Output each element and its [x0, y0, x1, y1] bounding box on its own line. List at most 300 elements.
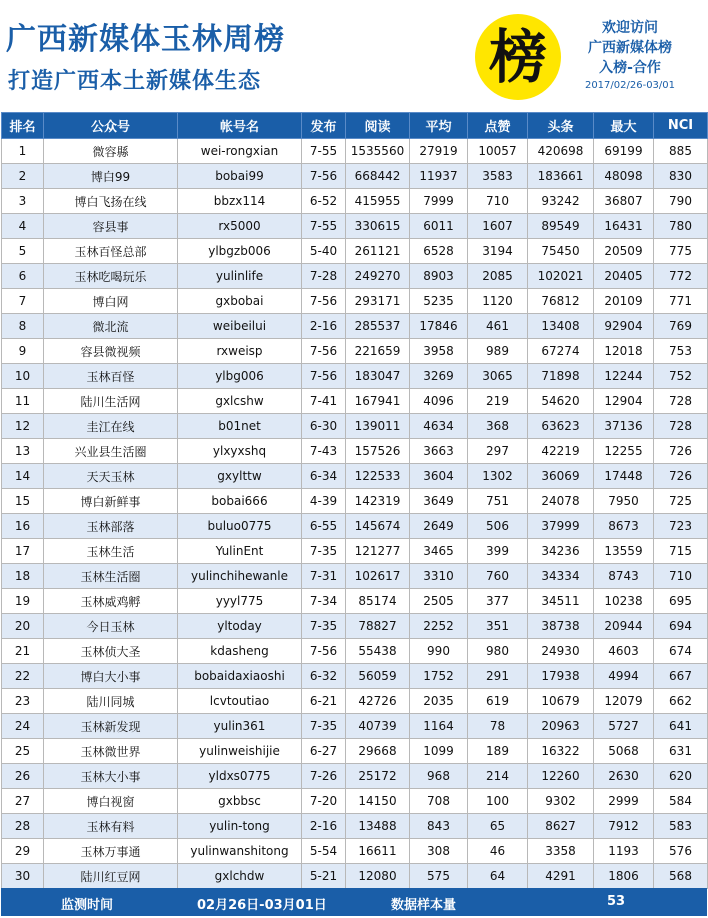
table-cell: 695	[654, 589, 708, 614]
table-cell: 28	[2, 814, 44, 839]
table-cell: 1806	[594, 864, 654, 889]
table-cell: 139011	[346, 414, 410, 439]
page-title: 广西新媒体玉林周榜	[6, 22, 285, 57]
table-cell: 5-40	[302, 239, 346, 264]
table-cell: 7950	[594, 489, 654, 514]
table-cell: 668442	[346, 164, 410, 189]
table-cell: 天天玉林	[44, 464, 178, 489]
table-cell: 6528	[410, 239, 468, 264]
table-row	[2, 339, 708, 364]
table-cell: 297	[468, 439, 528, 464]
table-cell: 3310	[410, 564, 468, 589]
table-cell: 19	[2, 589, 44, 614]
table-cell: 48098	[594, 164, 654, 189]
table-cell: 玉林万事通	[44, 839, 178, 864]
table-cell: 10	[2, 364, 44, 389]
table-cell: 2649	[410, 514, 468, 539]
table-cell: 微容縣	[44, 139, 178, 164]
table-cell: 55438	[346, 639, 410, 664]
table-cell: 3583	[468, 164, 528, 189]
table-cell: yulinweishijie	[178, 739, 302, 764]
table-cell: 20944	[594, 614, 654, 639]
table-row	[2, 439, 708, 464]
table-cell: 34511	[528, 589, 594, 614]
table-cell: 662	[654, 689, 708, 714]
table-cell: ylxyxshq	[178, 439, 302, 464]
table-cell: yulinchihewanle	[178, 564, 302, 589]
table-cell: 玉林部落	[44, 514, 178, 539]
table-cell: gxlcshw	[178, 389, 302, 414]
table-cell: 3065	[468, 364, 528, 389]
table-row	[2, 314, 708, 339]
table-cell: 885	[654, 139, 708, 164]
table-body	[2, 139, 708, 889]
table-cell: 620	[654, 764, 708, 789]
table-cell: 12018	[594, 339, 654, 364]
column-header: 帐号名	[178, 113, 302, 139]
table-cell: 771	[654, 289, 708, 314]
table-cell: 20509	[594, 239, 654, 264]
table-cell: 29	[2, 839, 44, 864]
table-cell: 93242	[528, 189, 594, 214]
table-cell: 12904	[594, 389, 654, 414]
table-cell: 694	[654, 614, 708, 639]
table-cell: 989	[468, 339, 528, 364]
column-header: 公众号	[44, 113, 178, 139]
table-cell: 玉林生活圈	[44, 564, 178, 589]
table-cell: 377	[468, 589, 528, 614]
table-cell: 89549	[528, 214, 594, 239]
table-cell: 189	[468, 739, 528, 764]
table-cell: 27	[2, 789, 44, 814]
table-cell: 219	[468, 389, 528, 414]
table-cell: 27919	[410, 139, 468, 164]
table-cell: 7999	[410, 189, 468, 214]
table-cell: 36069	[528, 464, 594, 489]
table-cell: 玉林百怪	[44, 364, 178, 389]
table-cell: 121277	[346, 539, 410, 564]
table-cell: 18	[2, 564, 44, 589]
table-cell: 100	[468, 789, 528, 814]
table-cell: 753	[654, 339, 708, 364]
table-cell: 67274	[528, 339, 594, 364]
table-cell: 728	[654, 389, 708, 414]
table-cell: 249270	[346, 264, 410, 289]
table-cell: ylbgzb006	[178, 239, 302, 264]
table-cell: 368	[468, 414, 528, 439]
table-cell: 2-16	[302, 814, 346, 839]
table-cell: 22	[2, 664, 44, 689]
date-range: 2017/02/26-03/01	[584, 80, 676, 91]
table-cell: 583	[654, 814, 708, 839]
table-cell: 1535560	[346, 139, 410, 164]
table-cell: 10238	[594, 589, 654, 614]
table-cell: 圭江在线	[44, 414, 178, 439]
table-cell: 674	[654, 639, 708, 664]
table-row	[2, 489, 708, 514]
welcome-text: 欢迎访问	[602, 20, 658, 36]
table-cell: bobai99	[178, 164, 302, 189]
table-cell: 4096	[410, 389, 468, 414]
logo-char: 榜	[488, 23, 547, 91]
sample-label: 数据样本量	[391, 898, 457, 913]
table-cell: 11937	[410, 164, 468, 189]
ranking-table	[1, 112, 708, 889]
table-row	[2, 789, 708, 814]
table-row	[2, 714, 708, 739]
table-cell: 8743	[594, 564, 654, 589]
table-cell: 4603	[594, 639, 654, 664]
table-cell: 24	[2, 714, 44, 739]
footer-bar	[1, 888, 707, 916]
table-cell: gxlchdw	[178, 864, 302, 889]
table-cell: bobai666	[178, 489, 302, 514]
table-cell: 790	[654, 189, 708, 214]
site-name: 广西新媒体榜	[588, 40, 672, 56]
table-cell: 5-21	[302, 864, 346, 889]
table-cell: 5	[2, 239, 44, 264]
table-cell: 3663	[410, 439, 468, 464]
table-cell: 玉林威鸡孵	[44, 589, 178, 614]
table-cell: 13488	[346, 814, 410, 839]
table-cell: 54620	[528, 389, 594, 414]
table-cell: 75450	[528, 239, 594, 264]
table-cell: 陆川生活网	[44, 389, 178, 414]
table-cell: 843	[410, 814, 468, 839]
table-cell: yulin-tong	[178, 814, 302, 839]
table-cell: 1	[2, 139, 44, 164]
monitor-value: 02月26日-03月01日	[197, 898, 327, 913]
table-row	[2, 239, 708, 264]
table-cell: 12255	[594, 439, 654, 464]
table-cell: 56059	[346, 664, 410, 689]
table-cell: kdasheng	[178, 639, 302, 664]
table-cell: 6-27	[302, 739, 346, 764]
table-cell: 博白新鲜事	[44, 489, 178, 514]
table-cell: 1164	[410, 714, 468, 739]
table-cell: lcvtoutiao	[178, 689, 302, 714]
table-cell: 399	[468, 539, 528, 564]
table-cell: buluo0775	[178, 514, 302, 539]
table-cell: 4634	[410, 414, 468, 439]
table-cell: 285537	[346, 314, 410, 339]
table-cell: 291	[468, 664, 528, 689]
table-cell: 21	[2, 639, 44, 664]
table-cell: 710	[654, 564, 708, 589]
table-cell: 3958	[410, 339, 468, 364]
table-cell: wei-rongxian	[178, 139, 302, 164]
table-cell: 玉林侦大圣	[44, 639, 178, 664]
table-cell: 157526	[346, 439, 410, 464]
monitor-label: 监测时间	[61, 898, 114, 913]
column-header: 发布	[302, 113, 346, 139]
table-cell: 3358	[528, 839, 594, 864]
table-cell: 7-41	[302, 389, 346, 414]
table-cell: 6-34	[302, 464, 346, 489]
table-row	[2, 839, 708, 864]
table-cell: 715	[654, 539, 708, 564]
table-cell: 7-20	[302, 789, 346, 814]
table-cell: 576	[654, 839, 708, 864]
table-cell: 726	[654, 439, 708, 464]
table-cell: 7-56	[302, 289, 346, 314]
table-cell: 40739	[346, 714, 410, 739]
table-row	[2, 739, 708, 764]
table-cell: 38738	[528, 614, 594, 639]
table-cell: 5235	[410, 289, 468, 314]
table-cell: 42219	[528, 439, 594, 464]
table-cell: 16	[2, 514, 44, 539]
table-cell: 玉林大小事	[44, 764, 178, 789]
table-cell: 7-56	[302, 164, 346, 189]
table-cell: 7-35	[302, 539, 346, 564]
table-cell: 3604	[410, 464, 468, 489]
table-cell: 667	[654, 664, 708, 689]
table-cell: 容县事	[44, 214, 178, 239]
table-cell: 1099	[410, 739, 468, 764]
page-subtitle: 打造广西本土新媒体生态	[8, 69, 262, 94]
table-row	[2, 514, 708, 539]
table-row	[2, 464, 708, 489]
table-row	[2, 564, 708, 589]
table-cell: 9	[2, 339, 44, 364]
table-cell: 15	[2, 489, 44, 514]
table-cell: 5068	[594, 739, 654, 764]
table-cell: 兴业县生活圈	[44, 439, 178, 464]
table-cell: 415955	[346, 189, 410, 214]
table-cell: 7	[2, 289, 44, 314]
table-cell: 24930	[528, 639, 594, 664]
table-cell: 17	[2, 539, 44, 564]
table-cell: 183047	[346, 364, 410, 389]
table-cell: yltoday	[178, 614, 302, 639]
table-cell: yulinwanshitong	[178, 839, 302, 864]
table-cell: bobaidaxiaoshi	[178, 664, 302, 689]
table-cell: 46	[468, 839, 528, 864]
table-cell: 780	[654, 214, 708, 239]
table-cell: 11	[2, 389, 44, 414]
table-cell: 34236	[528, 539, 594, 564]
table-cell: 142319	[346, 489, 410, 514]
table-cell: 7-56	[302, 639, 346, 664]
table-cell: 3465	[410, 539, 468, 564]
table-cell: 14	[2, 464, 44, 489]
table-cell: 760	[468, 564, 528, 589]
table-cell: 玉林微世界	[44, 739, 178, 764]
table-cell: 6-21	[302, 689, 346, 714]
table-cell: 723	[654, 514, 708, 539]
table-cell: 830	[654, 164, 708, 189]
table-cell: gxbbsc	[178, 789, 302, 814]
table-cell: 619	[468, 689, 528, 714]
table-cell: 122533	[346, 464, 410, 489]
column-header: NCI	[654, 113, 708, 139]
table-cell: 34334	[528, 564, 594, 589]
table-cell: 4291	[528, 864, 594, 889]
table-cell: 8673	[594, 514, 654, 539]
table-cell: 6-52	[302, 189, 346, 214]
table-cell: 17846	[410, 314, 468, 339]
table-cell: 7-26	[302, 764, 346, 789]
table-cell: 4994	[594, 664, 654, 689]
table-cell: 1193	[594, 839, 654, 864]
table-row	[2, 864, 708, 889]
table-cell: yyyl775	[178, 589, 302, 614]
table-cell: 506	[468, 514, 528, 539]
table-cell: 167941	[346, 389, 410, 414]
table-cell: 4	[2, 214, 44, 239]
table-cell: 26	[2, 764, 44, 789]
table-cell: 6-55	[302, 514, 346, 539]
table-cell: rx5000	[178, 214, 302, 239]
table-row	[2, 639, 708, 664]
table-cell: 陆川红豆网	[44, 864, 178, 889]
table-row	[2, 614, 708, 639]
table-cell: 10057	[468, 139, 528, 164]
column-header: 点赞	[468, 113, 528, 139]
table-cell: 78	[468, 714, 528, 739]
table-cell: 575	[410, 864, 468, 889]
table-cell: 9302	[528, 789, 594, 814]
table-cell: 8903	[410, 264, 468, 289]
table-header-row	[2, 113, 708, 139]
table-cell: 725	[654, 489, 708, 514]
table-cell: 330615	[346, 214, 410, 239]
table-cell: 20963	[528, 714, 594, 739]
table-cell: 3649	[410, 489, 468, 514]
table-cell: 64	[468, 864, 528, 889]
table-cell: 10679	[528, 689, 594, 714]
table-cell: 145674	[346, 514, 410, 539]
table-cell: 7-55	[302, 139, 346, 164]
table-cell: 769	[654, 314, 708, 339]
table-row	[2, 689, 708, 714]
table-cell: 容县微视频	[44, 339, 178, 364]
table-cell: 708	[410, 789, 468, 814]
table-cell: 12080	[346, 864, 410, 889]
table-row	[2, 664, 708, 689]
table-cell: 3	[2, 189, 44, 214]
table-cell: 24078	[528, 489, 594, 514]
table-cell: yulin361	[178, 714, 302, 739]
table-cell: 65	[468, 814, 528, 839]
table-cell: 20405	[594, 264, 654, 289]
table-cell: YulinEnt	[178, 539, 302, 564]
bang-logo	[475, 14, 561, 100]
table-cell: 751	[468, 489, 528, 514]
table-cell: 1120	[468, 289, 528, 314]
table-cell: 308	[410, 839, 468, 864]
table-cell: 3194	[468, 239, 528, 264]
table-cell: 568	[654, 864, 708, 889]
table-cell: 博白飞扬在线	[44, 189, 178, 214]
table-cell: 726	[654, 464, 708, 489]
table-cell: 37999	[528, 514, 594, 539]
table-cell: 12260	[528, 764, 594, 789]
table-cell: 7-56	[302, 339, 346, 364]
table-cell: 博白网	[44, 289, 178, 314]
table-cell: 351	[468, 614, 528, 639]
table-cell: 102617	[346, 564, 410, 589]
table-cell: ylbg006	[178, 364, 302, 389]
sample-value: 53	[607, 894, 626, 909]
table-cell: 7-31	[302, 564, 346, 589]
table-cell: 2630	[594, 764, 654, 789]
table-cell: 968	[410, 764, 468, 789]
table-cell: 12244	[594, 364, 654, 389]
table-cell: 2505	[410, 589, 468, 614]
table-cell: 7912	[594, 814, 654, 839]
table-cell: 7-43	[302, 439, 346, 464]
table-cell: 6011	[410, 214, 468, 239]
table-row	[2, 764, 708, 789]
table-cell: 30	[2, 864, 44, 889]
table-cell: 772	[654, 264, 708, 289]
table-cell: 12079	[594, 689, 654, 714]
table-cell: 78827	[346, 614, 410, 639]
table-cell: 博白大小事	[44, 664, 178, 689]
table-cell: 13559	[594, 539, 654, 564]
table-cell: 玉林有料	[44, 814, 178, 839]
table-cell: 玉林百怪总部	[44, 239, 178, 264]
table-cell: 631	[654, 739, 708, 764]
table-cell: 陆川同城	[44, 689, 178, 714]
table-cell: rxweisp	[178, 339, 302, 364]
table-cell: 71898	[528, 364, 594, 389]
table-cell: 261121	[346, 239, 410, 264]
table-cell: 13	[2, 439, 44, 464]
table-cell: 8	[2, 314, 44, 339]
table-row	[2, 214, 708, 239]
table-cell: yldxs0775	[178, 764, 302, 789]
table-cell: 69199	[594, 139, 654, 164]
table-cell: 584	[654, 789, 708, 814]
table-cell: 16431	[594, 214, 654, 239]
table-cell: 1607	[468, 214, 528, 239]
table-cell: 293171	[346, 289, 410, 314]
header-info	[560, 18, 700, 94]
table-cell: 5727	[594, 714, 654, 739]
table-row	[2, 289, 708, 314]
table-cell: 990	[410, 639, 468, 664]
table-cell: 63623	[528, 414, 594, 439]
table-cell: 2035	[410, 689, 468, 714]
column-header: 排名	[2, 113, 44, 139]
table-row	[2, 539, 708, 564]
column-header: 最大	[594, 113, 654, 139]
table-cell: 7-56	[302, 364, 346, 389]
table-cell: 2999	[594, 789, 654, 814]
join-link[interactable]: 入榜-合作	[599, 60, 661, 76]
table-row	[2, 164, 708, 189]
table-cell: 92904	[594, 314, 654, 339]
table-cell: 博白视窗	[44, 789, 178, 814]
table-row	[2, 364, 708, 389]
table-cell: 7-35	[302, 614, 346, 639]
table-cell: 7-55	[302, 214, 346, 239]
table-cell: 25	[2, 739, 44, 764]
table-cell: 25172	[346, 764, 410, 789]
table-cell: 7-35	[302, 714, 346, 739]
table-cell: 20	[2, 614, 44, 639]
table-cell: weibeilui	[178, 314, 302, 339]
table-cell: 玉林生活	[44, 539, 178, 564]
table-cell: 13408	[528, 314, 594, 339]
table-cell: 2-16	[302, 314, 346, 339]
table-cell: 221659	[346, 339, 410, 364]
table-cell: 420698	[528, 139, 594, 164]
table-cell: 3269	[410, 364, 468, 389]
